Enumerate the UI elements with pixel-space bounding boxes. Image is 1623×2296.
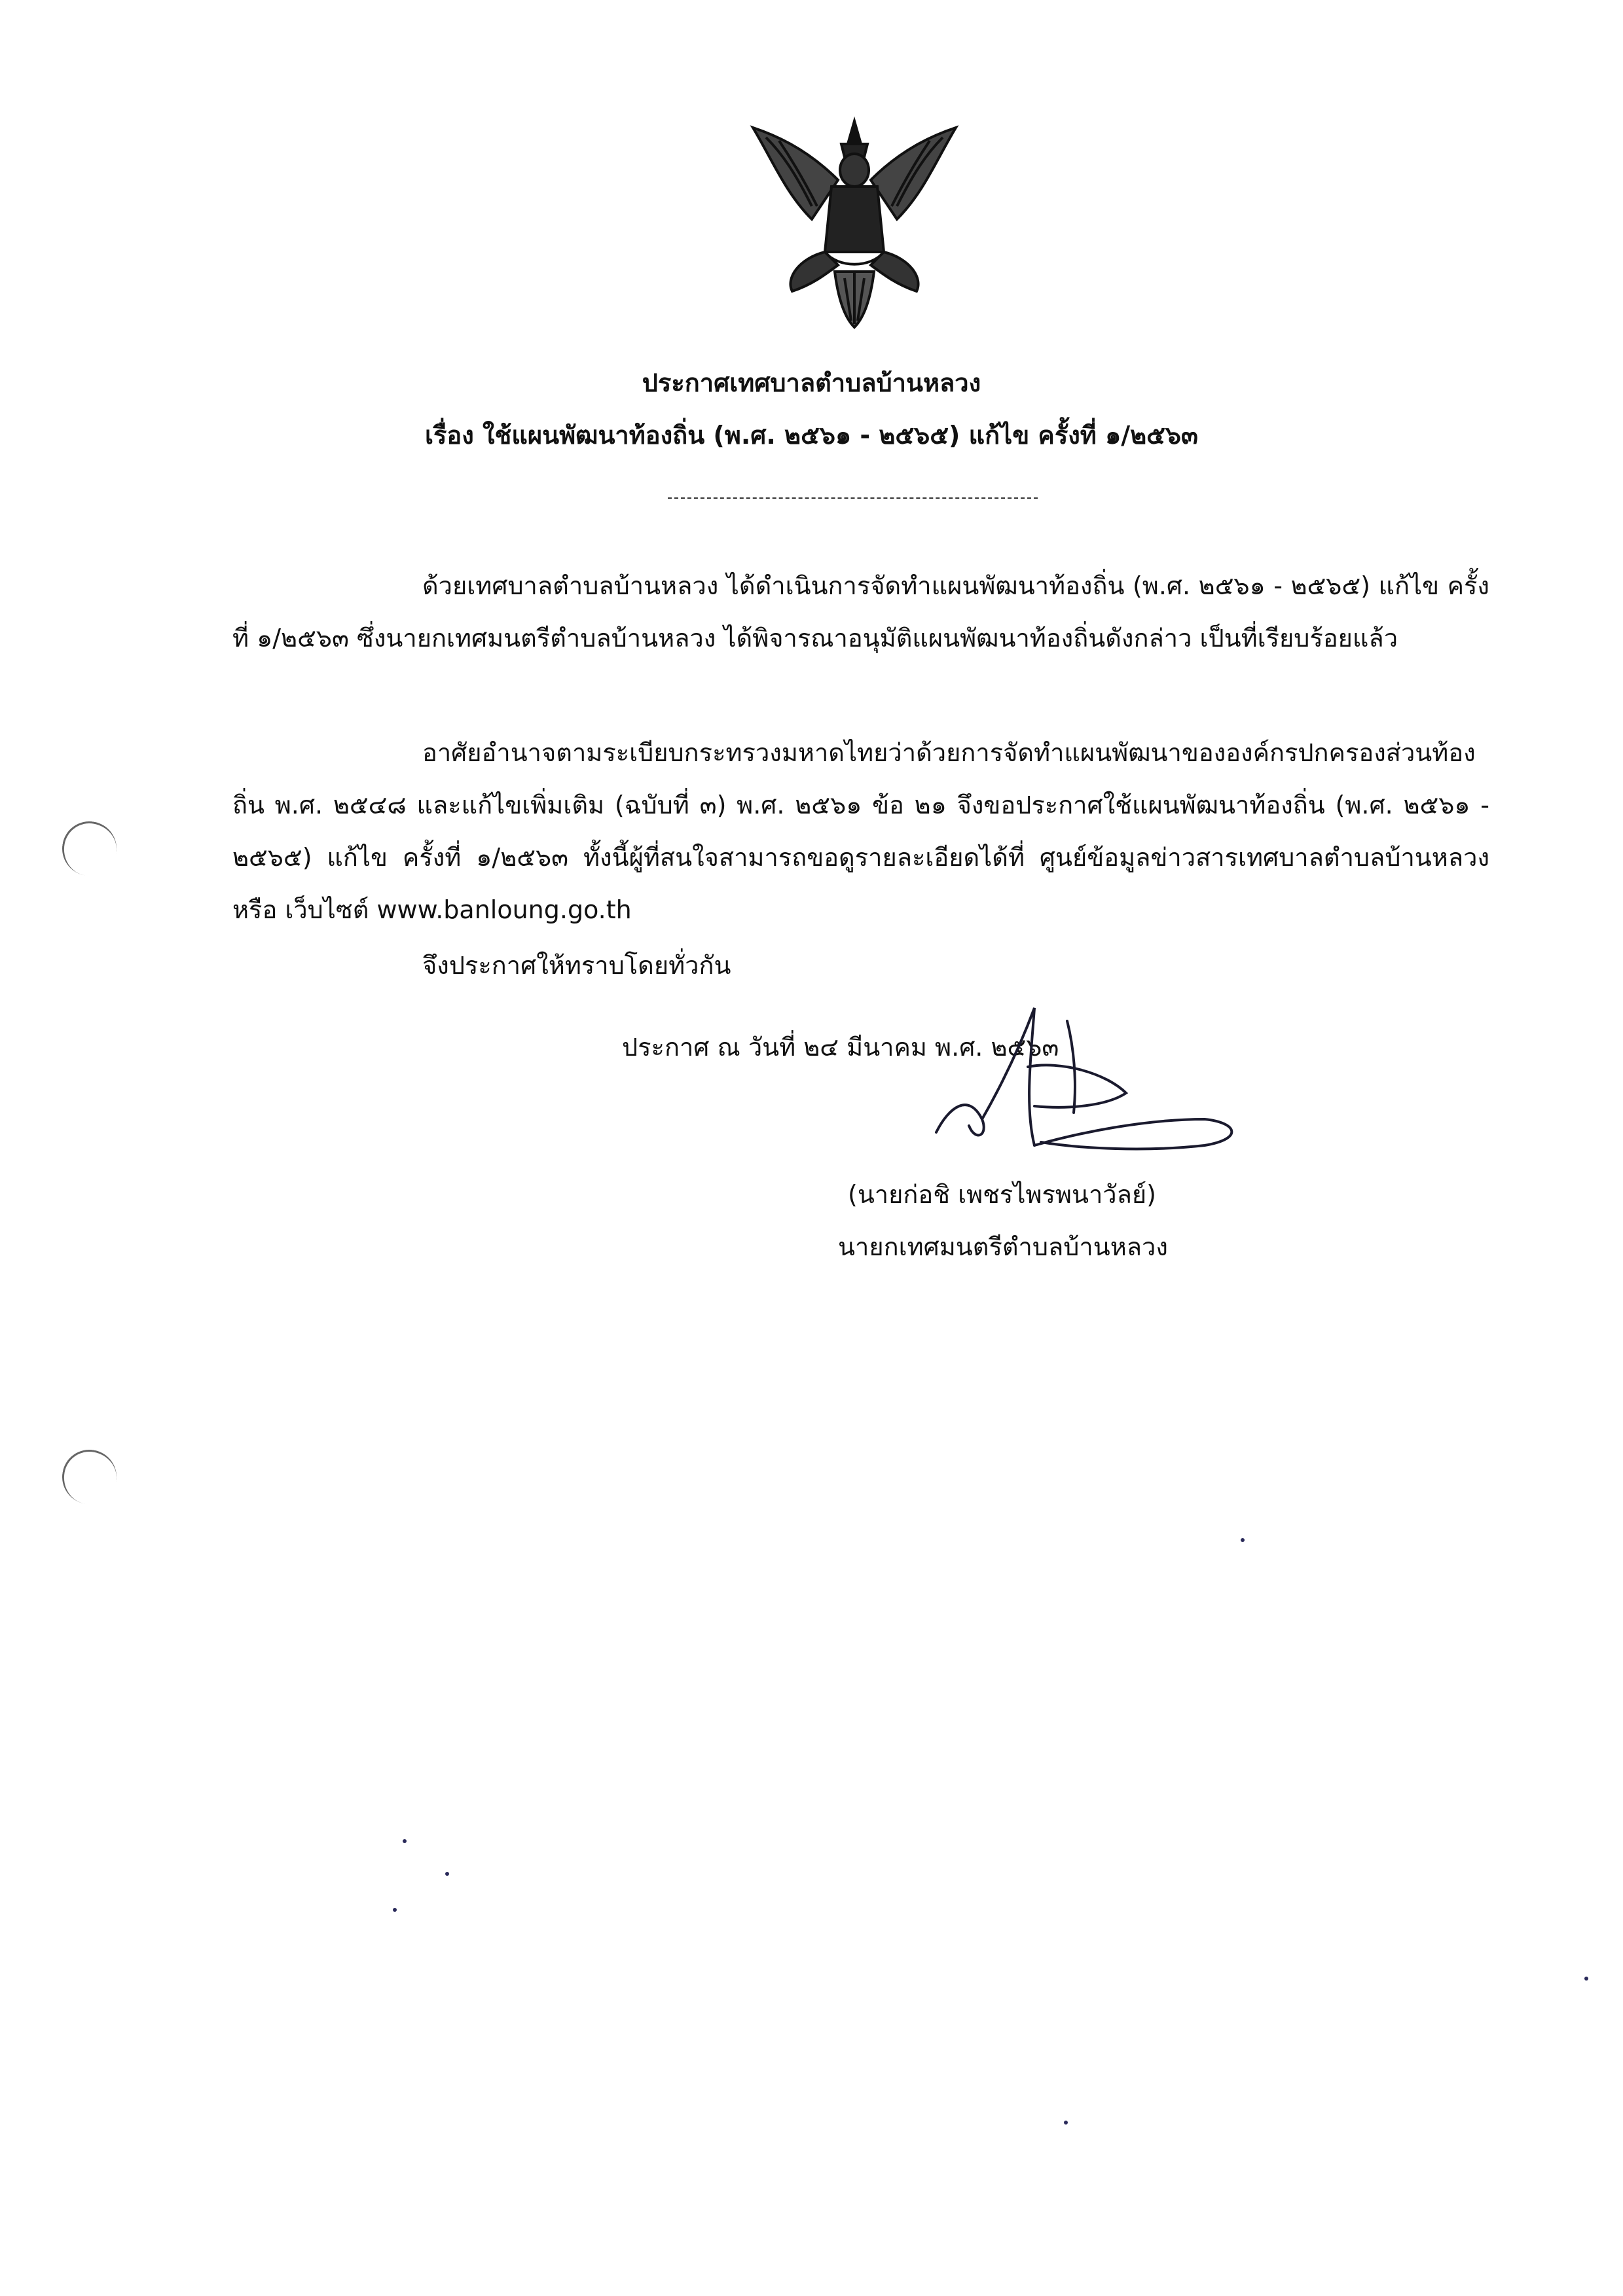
- garuda-emblem-icon: [746, 108, 962, 331]
- scan-speck: [1584, 1977, 1588, 1981]
- punch-hole-mark: [58, 1445, 120, 1508]
- announcement-title: ประกาศเทศบาลตำบลบ้านหลวง: [642, 368, 981, 397]
- closing-statement: จึงประกาศให้ทราบโดยทั่วกัน: [422, 951, 731, 980]
- scan-speck: [445, 1872, 449, 1876]
- signer-name: (นายก่อชิ เพชรไพรพนาวัลย์): [848, 1180, 1156, 1209]
- announcement-date: ประกาศ ณ วันที่ ๒๔ มีนาคม พ.ศ. ๒๕๖๓: [622, 1033, 1059, 1062]
- title-divider: [668, 497, 1038, 499]
- paragraph-2: อาศัยอำนาจตามระเบียบกระทรวงมหาดไทยว่าด้วยการจัดทำแผนพัฒนาขององค์กรปกครองส่วนท้องถิ่น พ.ศ. ๒๕๔๘ และแก้ไขเพิ่มเติม (ฉบับที่ ๓) พ.ศ. ๒๕๖๑ ข้อ ๒๑ จึงขอประกาศใช้แผนพัฒนาท้องถิ่น (พ.ศ. ๒๕๖๑ - ๒๕๖๕) แก้ไข ครั้งที่ ๑/๒๕๖๓ ทั้งนี้ผู้ที่สนใจสามารถขอดูรายละเอียดได้ที่ ศูนย์ข้อมูลข่าวสารเทศบาลตำบลบ้านหลวง หรือ เว็บไซต์ www.banloung.go.th: [232, 738, 1489, 924]
- scan-speck: [1064, 2121, 1068, 2125]
- punch-hole-mark: [58, 817, 120, 880]
- scan-speck: [403, 1839, 407, 1843]
- announcement-subject: เรื่อง ใช้แผนพัฒนาท้องถิ่น (พ.ศ. ๒๕๖๑ - ๒๕๖๕) แก้ไข ครั้งที่ ๑/๒๕๖๓: [424, 421, 1198, 450]
- scan-speck: [1241, 1538, 1245, 1542]
- signer-title: นายกเทศมนตรีตำบลบ้านหลวง: [838, 1232, 1168, 1261]
- paragraph-1: ด้วยเทศบาลตำบลบ้านหลวง ได้ดำเนินการจัดทำแผนพัฒนาท้องถิ่น (พ.ศ. ๒๕๖๑ - ๒๕๖๕) แก้ไข ครั้งที่ ๑/๒๕๖๓ ซึ่งนายกเทศมนตรีตำบลบ้านหลวง ได้พิจารณาอนุมัติแผนพัฒนาท้องถิ่นดังกล่าว เป็นที่เรียบร้อยแล้ว: [232, 571, 1489, 653]
- scan-speck: [393, 1908, 397, 1912]
